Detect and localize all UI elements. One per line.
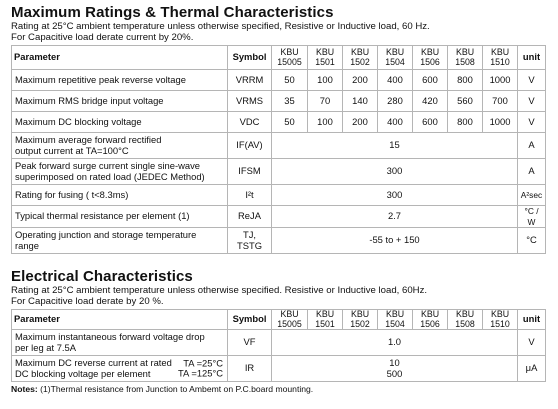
row-value: 200 [343,70,378,91]
header-unit: unit [518,46,546,70]
table-row [12,185,546,206]
row-symbol: VRMS [228,91,272,112]
header-parameter: Parameter [12,46,228,70]
row-value: 15 [272,133,518,159]
table-row [12,330,546,356]
header-model: KBU 15005 [272,310,308,330]
table-header-row [12,310,546,330]
header-model: KBU 1504 [378,310,413,330]
notes-text: (1)Thermal resistance from Junction to Ambemt on P.C.board mounting. [37,384,314,394]
electrical-table [11,309,546,382]
row-value: 100 [308,112,343,133]
row-value: 70 [308,91,343,112]
row-value: 50 [272,112,308,133]
row-symbol: I²t [228,185,272,206]
header-symbol: Symbol [228,310,272,330]
row-value: 10 500 [272,356,518,382]
row-unit: A [518,159,546,185]
max-ratings-subtitle-1: Rating at 25°C ambient temperature unless otherwise specified, Resistive or Inductive load, 60 Hz. [11,21,430,32]
row-value: 400 [378,112,413,133]
row-unit: μA [518,356,546,382]
row-parameter: Maximum DC blocking voltage [12,112,228,133]
electrical-section [11,269,545,382]
row-unit: V [518,91,546,112]
header-unit: unit [518,310,546,330]
table-row [12,133,546,159]
table-row [12,70,546,91]
row-parameter: Maximum repetitive peak reverse voltage [12,70,228,91]
row-unit: °C [518,228,546,254]
table-row [12,228,546,254]
header-model: KBU 1502 [343,310,378,330]
row-value: 35 [272,91,308,112]
notes [11,384,313,394]
max-ratings-section [11,5,545,254]
row-symbol: IFSM [228,159,272,185]
row-value: 1000 [483,112,518,133]
row-parameter: Operating junction and storage temperature range [12,228,228,254]
row-symbol: VDC [228,112,272,133]
row-unit: A [518,133,546,159]
row-value: 600 [413,70,448,91]
header-model: KBU 1508 [448,46,483,70]
row-parameter: Maximum instantaneous forward voltage drop per leg at 7.5A [12,330,228,356]
max-ratings-table [11,45,546,254]
row-value: 2.7 [272,206,518,228]
header-model: KBU 1506 [413,310,448,330]
max-ratings-title: Maximum Ratings & Thermal Characteristics [11,4,334,21]
row-parameter: Typical thermal resistance per element (1) [12,206,228,228]
row-value: 1.0 [272,330,518,356]
row-symbol: IF(AV) [228,133,272,159]
row-value: 1000 [483,70,518,91]
header-model: KBU 1508 [448,310,483,330]
row-value: 560 [448,91,483,112]
row-value: 600 [413,112,448,133]
row-unit: °C / W [518,206,546,228]
header-model: KBU 15005 [272,46,308,70]
electrical-subtitle-2: For Capacitive load derate by 20 %. [11,296,164,307]
row-value: 200 [343,112,378,133]
row-symbol: ReJA [228,206,272,228]
row-value: 800 [448,70,483,91]
row-parameter: Maximum RMS bridge input voltage [12,91,228,112]
row-value: 280 [378,91,413,112]
row-unit: V [518,330,546,356]
row-parameter: Maximum average forward rectified output current at TA=100°C [12,133,228,159]
header-model: KBU 1502 [343,46,378,70]
table-row [12,159,546,185]
header-model: KBU 1506 [413,46,448,70]
table-row [12,356,546,382]
row-parameter: Peak forward surge current single sine-wave superimposed on rated load (JEDEC Method) [12,159,228,185]
header-parameter: Parameter [12,310,228,330]
row-value: 140 [343,91,378,112]
table-row [12,112,546,133]
header-symbol: Symbol [228,46,272,70]
row-value: 800 [448,112,483,133]
row-parameter: Maximum DC reverse current at rated DC blocking voltage per element TA =25°C TA =125°C [12,356,228,382]
row-unit: V [518,112,546,133]
header-model: KBU 1510 [483,310,518,330]
table-row [12,206,546,228]
row-parameter: Rating for fusing ( t<8.3ms) [12,185,228,206]
row-symbol: VRRM [228,70,272,91]
row-value: 300 [272,159,518,185]
header-model: KBU 1504 [378,46,413,70]
row-value: 400 [378,70,413,91]
row-unit: A²sec [518,185,546,206]
table-row [12,91,546,112]
row-value: 700 [483,91,518,112]
row-value: 420 [413,91,448,112]
row-value: 100 [308,70,343,91]
header-model: KBU 1510 [483,46,518,70]
row-value: -55 to + 150 [272,228,518,254]
header-model: KBU 1501 [308,46,343,70]
row-symbol: TJ, TSTG [228,228,272,254]
row-value: 50 [272,70,308,91]
table-header-row [12,46,546,70]
electrical-title: Electrical Characteristics [11,268,193,285]
header-model: KBU 1501 [308,310,343,330]
row-symbol: IR [228,356,272,382]
electrical-subtitle-1: Rating at 25°C ambient temperature unless otherwise specified. Resistive or Inductive load, 60Hz. [11,285,428,296]
max-ratings-subtitle-2: For Capacitive load derate current by 20%. [11,32,194,43]
row-unit: V [518,70,546,91]
row-symbol: VF [228,330,272,356]
notes-label: Notes: [11,384,38,394]
row-value: 300 [272,185,518,206]
